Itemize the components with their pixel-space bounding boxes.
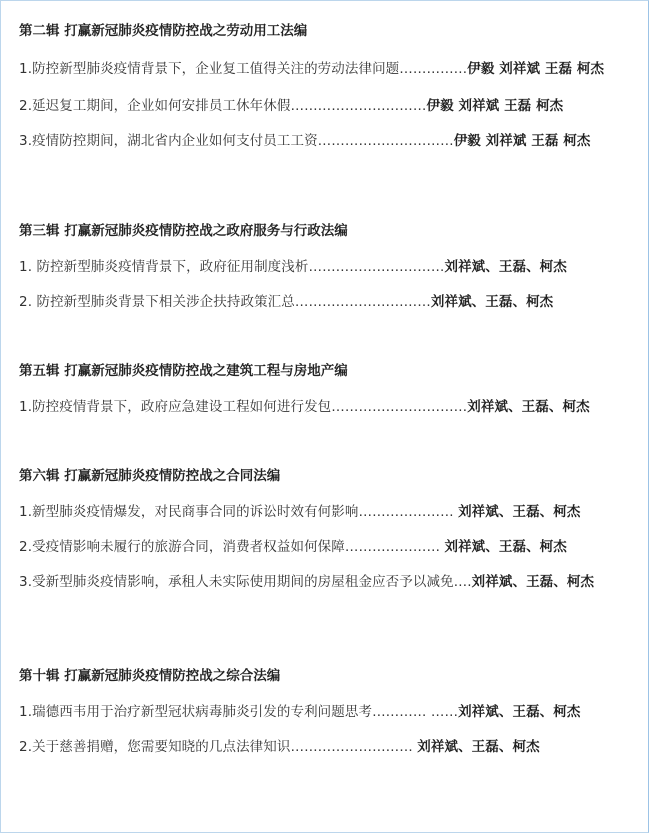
- list-item: [19, 500, 633, 525]
- item-authors: 刘祥斌、王磊、柯杰: [444, 539, 567, 555]
- list-item: [19, 57, 619, 82]
- section-title: 第十辑 打赢新冠肺炎疫情防控战之综合法编: [19, 668, 281, 684]
- item-title: 1.新型肺炎疫情爆发，对民商事合同的诉讼时效有何影响…………………: [19, 504, 459, 520]
- item-title: 1.瑞德西韦用于治疗新型冠状病毒肺炎引发的专利问题思考………… ……: [19, 704, 459, 720]
- item-authors: 刘祥斌、王磊、柯杰: [471, 574, 595, 590]
- item-title: 2. 防控新型肺炎背景下相关涉企扶持政策汇总…………………………: [19, 294, 431, 310]
- item-authors: 刘祥斌、王磊、柯杰: [430, 294, 554, 310]
- list-item: [19, 290, 633, 315]
- section-government-service: [19, 221, 633, 315]
- item-authors: 伊毅 刘祥斌 王磊 柯杰: [453, 133, 591, 149]
- list-item: [19, 94, 633, 119]
- list-item: [19, 255, 633, 280]
- section-contract-law: [19, 466, 633, 595]
- item-authors: 刘祥斌、王磊、柯杰: [444, 259, 567, 275]
- section-title: 第五辑 打赢新冠肺炎疫情防控战之建筑工程与房地产编: [19, 363, 348, 379]
- item-authors: 刘祥斌、王磊、柯杰: [458, 704, 581, 720]
- section-title: 第三辑 打赢新冠肺炎疫情防控战之政府服务与行政法编: [19, 223, 348, 239]
- section-construction-real-estate: [19, 361, 633, 420]
- list-item: [19, 735, 633, 760]
- section-title: 第二辑 打赢新冠肺炎疫情防控战之劳动用工法编: [19, 23, 308, 39]
- list-item: [19, 129, 633, 154]
- item-title: 2.关于慈善捐赠，您需要知晓的几点法律知识………………………: [19, 739, 418, 755]
- item-authors: 刘祥斌、王磊、柯杰: [458, 504, 581, 520]
- section-title: 第六辑 打赢新冠肺炎疫情防控战之合同法编: [19, 468, 281, 484]
- item-title: 1.防控新型肺炎疫情背景下，企业复工值得关注的劳动法律问题……………: [19, 61, 468, 77]
- item-authors: 刘祥斌、王磊、柯杰: [467, 399, 590, 415]
- item-title: 3.疫情防控期间，湖北省内企业如何支付员工工资…………………………: [19, 133, 454, 149]
- list-item: [19, 535, 633, 560]
- section-comprehensive-law: [19, 666, 633, 760]
- item-title: 2.延迟复工期间，企业如何安排员工休年休假…………………………: [19, 98, 427, 114]
- section-labor-law: [19, 21, 633, 154]
- item-authors: 伊毅 刘祥斌 王磊 柯杰: [467, 61, 605, 77]
- item-title: 1. 防控新型肺炎疫情背景下，政府征用制度浅析…………………………: [19, 259, 445, 275]
- item-title: 1.防控疫情背景下，政府应急建设工程如何进行发包…………………………: [19, 399, 468, 415]
- item-authors: 伊毅 刘祥斌 王磊 柯杰: [426, 98, 564, 114]
- item-title: 2.受疫情影响未履行的旅游合同，消费者权益如何保障…………………: [19, 539, 445, 555]
- list-item: [19, 700, 619, 725]
- item-title: 3.受新型肺炎疫情影响，承租人未实际使用期间的房屋租金应否予以减免….: [19, 574, 472, 590]
- list-item: [19, 570, 619, 595]
- list-item: [19, 395, 633, 420]
- item-authors: 刘祥斌、王磊、柯杰: [417, 739, 540, 755]
